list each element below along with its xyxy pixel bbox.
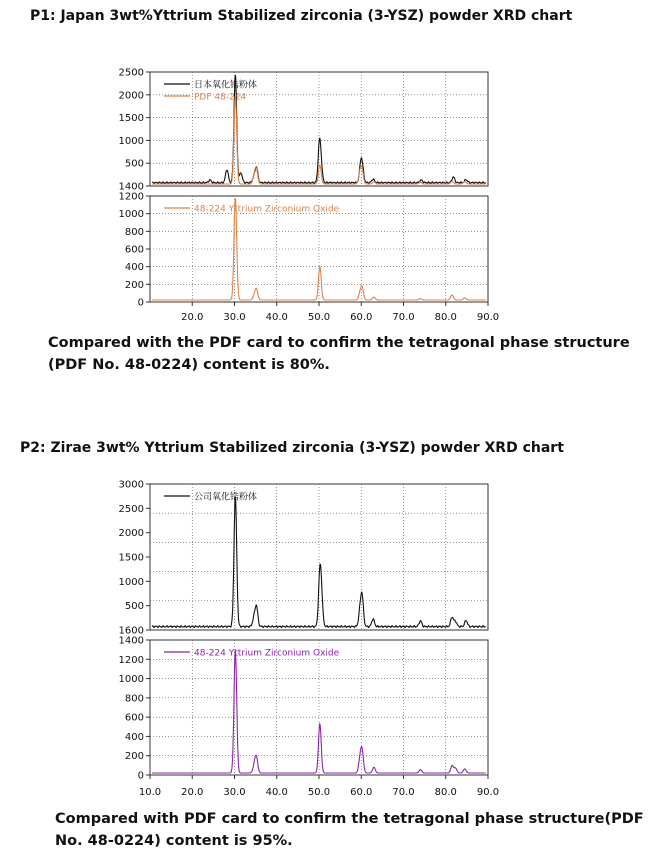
y-tick-label: 600: [124, 712, 144, 724]
x-tick-label: 70.0: [392, 787, 415, 798]
legend-label: PDF 48-224: [194, 92, 247, 103]
legend-label: 公司氧化锆粉体: [194, 492, 258, 503]
legend-label: 日本氧化锆粉体: [194, 80, 258, 91]
x-tick-label: 10.0: [138, 787, 162, 798]
y-tick-label: 400: [124, 731, 144, 743]
x-tick-label: 50.0: [307, 312, 331, 323]
p1-title: P1: Japan 3wt%Yttrium Stabilized zirconia (3-YSZ) powder XRD chart: [30, 8, 573, 24]
y-tick-label: 0: [137, 297, 144, 309]
y-tick-label: 1600: [118, 625, 144, 637]
x-tick-label: 60.0: [350, 787, 373, 798]
y-tick-label: 1200: [118, 654, 144, 666]
y-tick-label: 1500: [118, 113, 144, 125]
legend-label: 48-224 Yttrium Zirconium Oxide: [194, 204, 340, 215]
chart-1: [119, 68, 500, 324]
y-tick-label: 200: [124, 279, 144, 291]
y-tick-label: 500: [124, 601, 144, 613]
y-tick-label: 600: [124, 244, 144, 256]
p2-caption: Compared with PDF card to confirm the tetragonal phase structure(PDF No. 48-0224) content is 95%.: [55, 811, 644, 849]
y-tick-label: 800: [124, 693, 144, 705]
y-tick-label: 200: [124, 751, 144, 763]
y-tick-label: 1500: [118, 552, 144, 564]
y-tick-label: 400: [124, 262, 144, 274]
x-tick-label: 40.0: [265, 312, 288, 323]
p1-caption: Compared with the PDF card to confirm the tetragonal phase structure (PDF No. 48-0224) content is 80%.: [48, 335, 630, 373]
y-tick-label: 800: [124, 226, 144, 238]
y-tick-label: 1000: [118, 209, 144, 221]
y-tick-label: 3000: [118, 479, 144, 491]
y-tick-label: 1000: [118, 576, 144, 588]
y-tick-label: 0: [137, 770, 144, 782]
legend-label: 48-224 Yttrium Zirconium Oxide: [194, 648, 340, 659]
x-tick-label: 90.0: [476, 787, 500, 798]
x-tick-label: 70.0: [392, 312, 415, 323]
x-tick-label: 80.0: [434, 787, 457, 798]
x-tick-label: 50.0: [307, 787, 331, 798]
x-tick-label: 20.0: [181, 312, 204, 323]
y-tick-label: 2000: [118, 90, 144, 102]
y-tick-label: 500: [124, 158, 144, 170]
x-tick-label: 60.0: [350, 312, 373, 323]
y-tick-label: 1400: [118, 635, 144, 647]
x-tick-label: 20.0: [181, 787, 204, 798]
chart-2: [119, 480, 500, 799]
y-tick-label: 1000: [118, 674, 144, 686]
y-tick-label: 1200: [118, 191, 144, 203]
p2-title: P2: Zirae 3wt% Yttrium Stabilized zirconia (3-YSZ) powder XRD chart: [20, 440, 564, 456]
x-tick-label: 80.0: [434, 312, 457, 323]
y-tick-label: 1400: [118, 181, 144, 193]
x-tick-label: 30.0: [223, 312, 246, 323]
y-tick-label: 1000: [118, 135, 144, 147]
y-tick-label: 2500: [118, 503, 144, 515]
y-tick-label: 2000: [118, 528, 144, 540]
x-tick-label: 40.0: [265, 787, 288, 798]
y-tick-label: 2500: [118, 67, 144, 79]
x-tick-label: 90.0: [476, 312, 500, 323]
x-tick-label: 30.0: [223, 787, 246, 798]
